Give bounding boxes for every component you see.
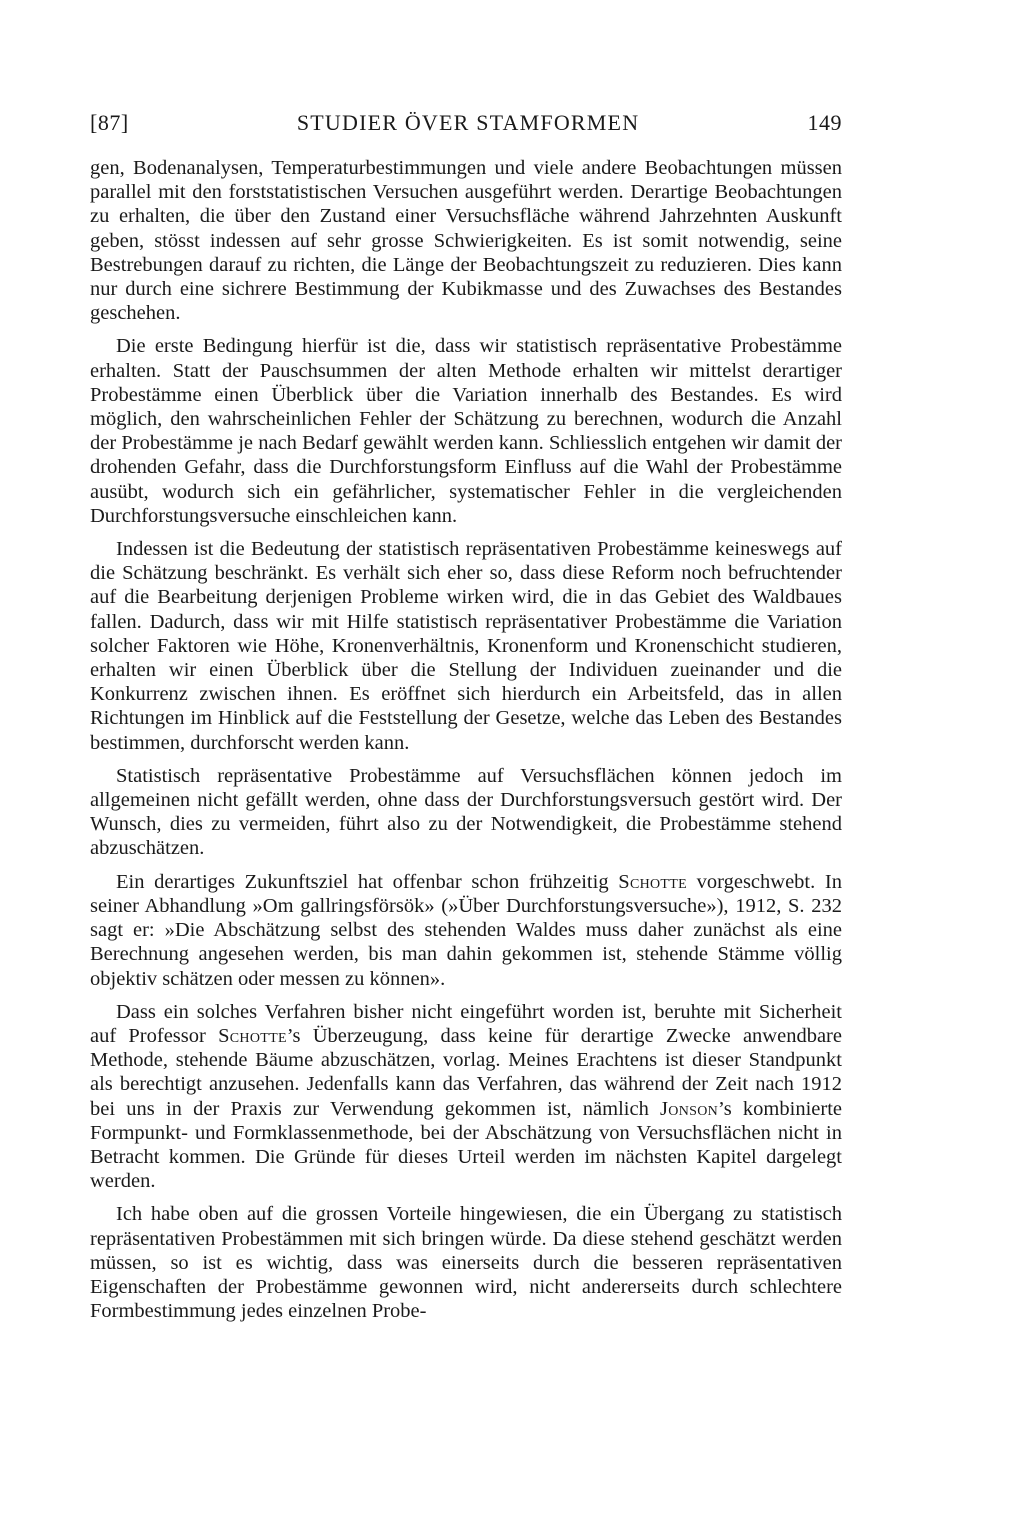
paragraph: Die erste Bedingung hierfür ist die, dass wir statistisch repräsentative Probestämme erhalten. Statt der Pauschsummen der alten Methode erhalten wir mittelst derartiger Probestämme einen Überblick über die Variation innerhalb des Bestandes. Es wird möglich, den wahrscheinlichen Fehler der Schätzung zu berechnen, wodurch die Anzahl der Probestämme je nach Bedarf gewählt werden kann. Schliesslich entgehen wir damit der drohenden Gefahr, dass die Durchforstungsform Einfluss auf die Wahl der Probestämme ausübt, wodurch sich ein gefährlicher, systematischer Fehler in die vergleichenden Durchforstungsversuche einschleichen kann. [90, 335, 842, 527]
paragraph: Statistisch repräsentative Probestämme auf Versuchsflächen können jedoch im allgemeinen nicht gefällt werden, ohne dass der Durchforstungsversuch gestört wird. Der Wunsch, dies zu vermeiden, führt also zu der Notwendigkeit, die Probestämme stehend abzuschätzen. [90, 764, 842, 860]
body-text [90, 156, 842, 1323]
paragraph: gen, Bodenanalysen, Temperaturbestimmungen und viele andere Beobachtungen müssen parallel mit den forststatistischen Versuchen ausgeführt werden. Derartige Beobachtungen zu erhalten, die über den Zustand einer Versuchsfläche während Jahrzehnten Auskunft geben, stösst indessen auf sehr grosse Schwierigkeiten. Es ist somit notwendig, seine Bestrebungen darauf zu richten, die Länge der Beobachtungszeit zu reduzieren. Dies kann nur durch eine sichrere Bestimmung der Kubikmasse und des Zuwachses des Bestandes geschehen. [90, 157, 842, 325]
page-number: 149 [807, 110, 842, 135]
paragraph: Indessen ist die Bedeutung der statistisch repräsentativen Probestämme keineswegs auf die Schätzung beschränkt. Es verhält sich eher so, dass diese Reform noch befruchtender auf die Bearbeitung derjenigen Probleme wirken wird, die in das Gebiet des Waldbaues fallen. Dadurch, dass wir mit Hilfe statistisch repräsentativer Probestämme die Variation solcher Faktoren wie Höhe, Kronenverhältnis, Kronenform und Kronenschicht studieren, erhalten wir einen Überblick über die Stellung der Individuen zueinander und die Konkurrenz zwischen ihnen. Es eröffnet sich hierdurch ein Arbeitsfeld, das in allen Richtungen im Hinblick auf die Feststellung der Gesetze, welche das Leben des Bestandes bestimmen, durchforscht werden kann. [90, 538, 842, 754]
paragraph: Ich habe oben auf die grossen Vorteile hingewiesen, die ein Übergang zu statistisch repräsentativen Probestämmen mit sich bringen würde. Da diese stehend geschätzt werden müssen, so ist es wichtig, dass was einerseits durch die besseren repräsentativen Eigenschaften der Probestämme gewonnen wird, nicht andererseits durch schlechtere Formbestimmung jedes einzelnen Probe- [90, 1203, 842, 1323]
paragraph-text: Dass ein solches Verfahren bisher nicht eingeführt worden ist, beruhte mit Sicherheit auf Professor [90, 1000, 842, 1047]
author-name: Schotte [218, 1024, 287, 1047]
paragraph-text: ’s Überzeugung, dass keine für derartige Zwecke anwendbare Methode, stehende Bäume abzuschätzen, vorlag. Meines Erachtens ist dieser Standpunkt als berechtigt anzusehen. Jedenfalls kann das Verfahren, das während der Zeit nach 1912 bei uns in der Praxis zur Verwendung gekommen ist, nämlich [90, 1024, 842, 1120]
paragraph-text: ’s kombinierte Formpunkt- und Formklassenmethode, bei der Abschätzung von Versuchsflächen nicht in Betracht kommen. Die Gründe für dieses Urteil werden im nächsten Kapitel dargelegt werden. [90, 1097, 842, 1193]
running-title: STUDIER ÖVER STAMFORMEN [296, 110, 640, 135]
book-page [90, 110, 842, 1332]
paragraph [90, 870, 842, 991]
paragraph-text: vorgeschwebt. In seiner Abhandlung »Om gallringsförsök» (»Über Durchforstungsversuche»), 1912, S. 232 sagt er: »Die Abschätzung selbst des stehenden Waldes muss daher zunächst als eine Berechnung angesehen werden, bis man dahin gekommen ist, stehende Stämme völlig objektiv schätzen oder messen zu können». [90, 870, 843, 990]
paragraph [90, 1000, 842, 1194]
author-name: Schotte [618, 870, 687, 893]
running-header [90, 110, 842, 142]
paragraph-text: Ein derartiges Zukunftsziel hat offenbar schon frühzeitig [116, 870, 619, 893]
author-name: Jonson [660, 1097, 719, 1120]
section-number: [87] [90, 110, 129, 135]
